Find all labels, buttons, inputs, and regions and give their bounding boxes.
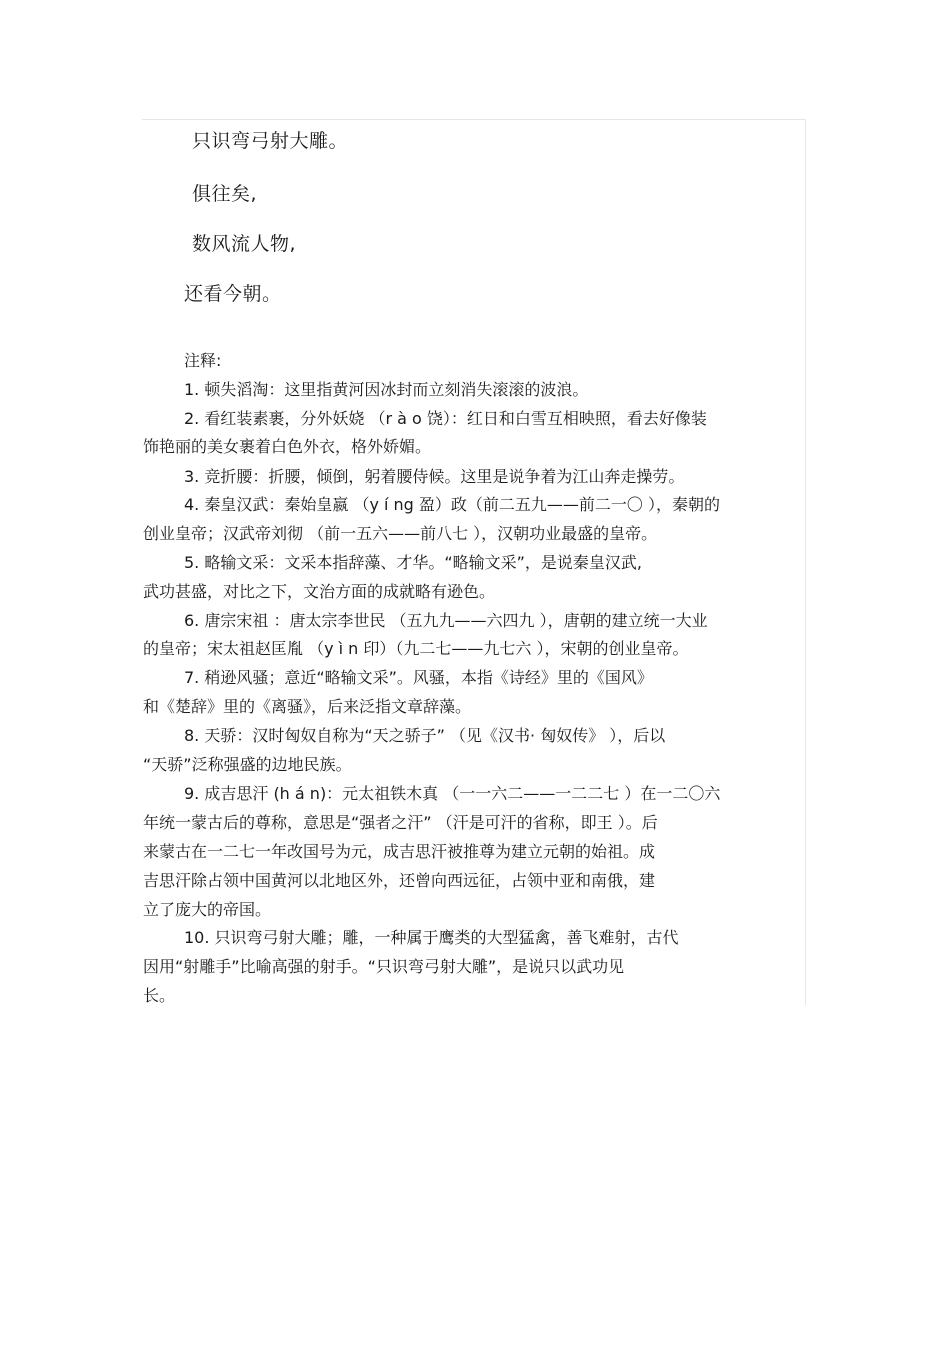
note-line: 的皇帝；宋太祖赵匡胤 （y ì n 印）（九二七——九七六 ），宋朝的创业皇帝。 <box>143 639 689 658</box>
poem-line: 还看今朝。 <box>184 283 282 305</box>
note-line: 武功甚盛，对比之下，文治方面的成就略有逊色。 <box>143 582 496 601</box>
note-line: 1. 顿失滔淘：这里指黄河因冰封而立刻消失滚滚的波浪。 <box>184 380 589 399</box>
note-line: 和《楚辞》里的《离骚》，后来泛指文章辞藻。 <box>143 697 472 716</box>
poem-line: 只识弯弓射大雕。 <box>192 130 349 152</box>
note-line: 2. 看红装素裹，分外妖娆 （r à o 饶）：红日和白雪互相映照，看去好像装 <box>184 409 707 428</box>
poem-line: 数风流人物, <box>192 233 297 255</box>
note-line: 饰艳丽的美女裹着白色外衣，格外娇媚。 <box>143 437 432 456</box>
note-line: 4. 秦皇汉武：秦始皇嬴 （y í ng 盈）政（前二五九——前二一〇 ），秦朝的 <box>184 495 720 514</box>
note-line: 9. 成吉思汗 (h á n)：元太祖铁木真 （一一六二——一二二七 ）在一二〇六 <box>184 784 721 803</box>
note-line: 来蒙古在一二七一年改国号为元，成吉思汗被推尊为建立元朝的始祖。成 <box>143 842 656 861</box>
note-line: 7. 稍逊风骚；意近“略输文采”。风骚，本指《诗经》里的《国风》 <box>184 668 653 687</box>
note-line: 年统一蒙古后的尊称，意思是“强者之汗” （汗是可汗的省称，即王 ）。后 <box>143 813 658 832</box>
note-line: 吉思汗除占领中国黄河以北地区外，还曾向西远征，占领中亚和南俄，建 <box>143 871 656 890</box>
note-line: 8. 天骄：汉时匈奴自称为“天之骄子” （见《汉书· 匈奴传》 ），后以 <box>184 726 666 745</box>
note-line: 10. 只识弯弓射大雕；雕，一种属于鹰类的大型猛禽，善飞难射，古代 <box>184 928 679 947</box>
notes-heading: 注释: <box>184 351 222 370</box>
note-line: 6. 唐宗宋祖 ：唐太宗李世民 （五九九——六四九 ），唐朝的建立统一大业 <box>184 611 708 630</box>
note-line: 5. 略输文采：文采本指辞藻、才华。“略输文采”，是说秦皇汉武, <box>184 553 643 572</box>
note-line: “天骄”泛称强盛的边地民族。 <box>143 755 352 774</box>
note-line: 长。 <box>143 986 176 1005</box>
note-line: 因用“射雕手”比喻高强的射手。“只识弯弓射大雕”，是说只以武功见 <box>143 957 625 976</box>
note-line: 立了庞大的帝国。 <box>143 900 272 919</box>
note-line: 3. 竞折腰：折腰，倾倒，躬着腰侍候。这里是说争着为江山奔走操劳。 <box>184 467 685 486</box>
note-line: 创业皇帝；汉武帝刘彻 （前一五六——前八七 ），汉朝功业最盛的皇帝。 <box>143 524 658 543</box>
poem-line: 俱往矣, <box>192 183 258 205</box>
